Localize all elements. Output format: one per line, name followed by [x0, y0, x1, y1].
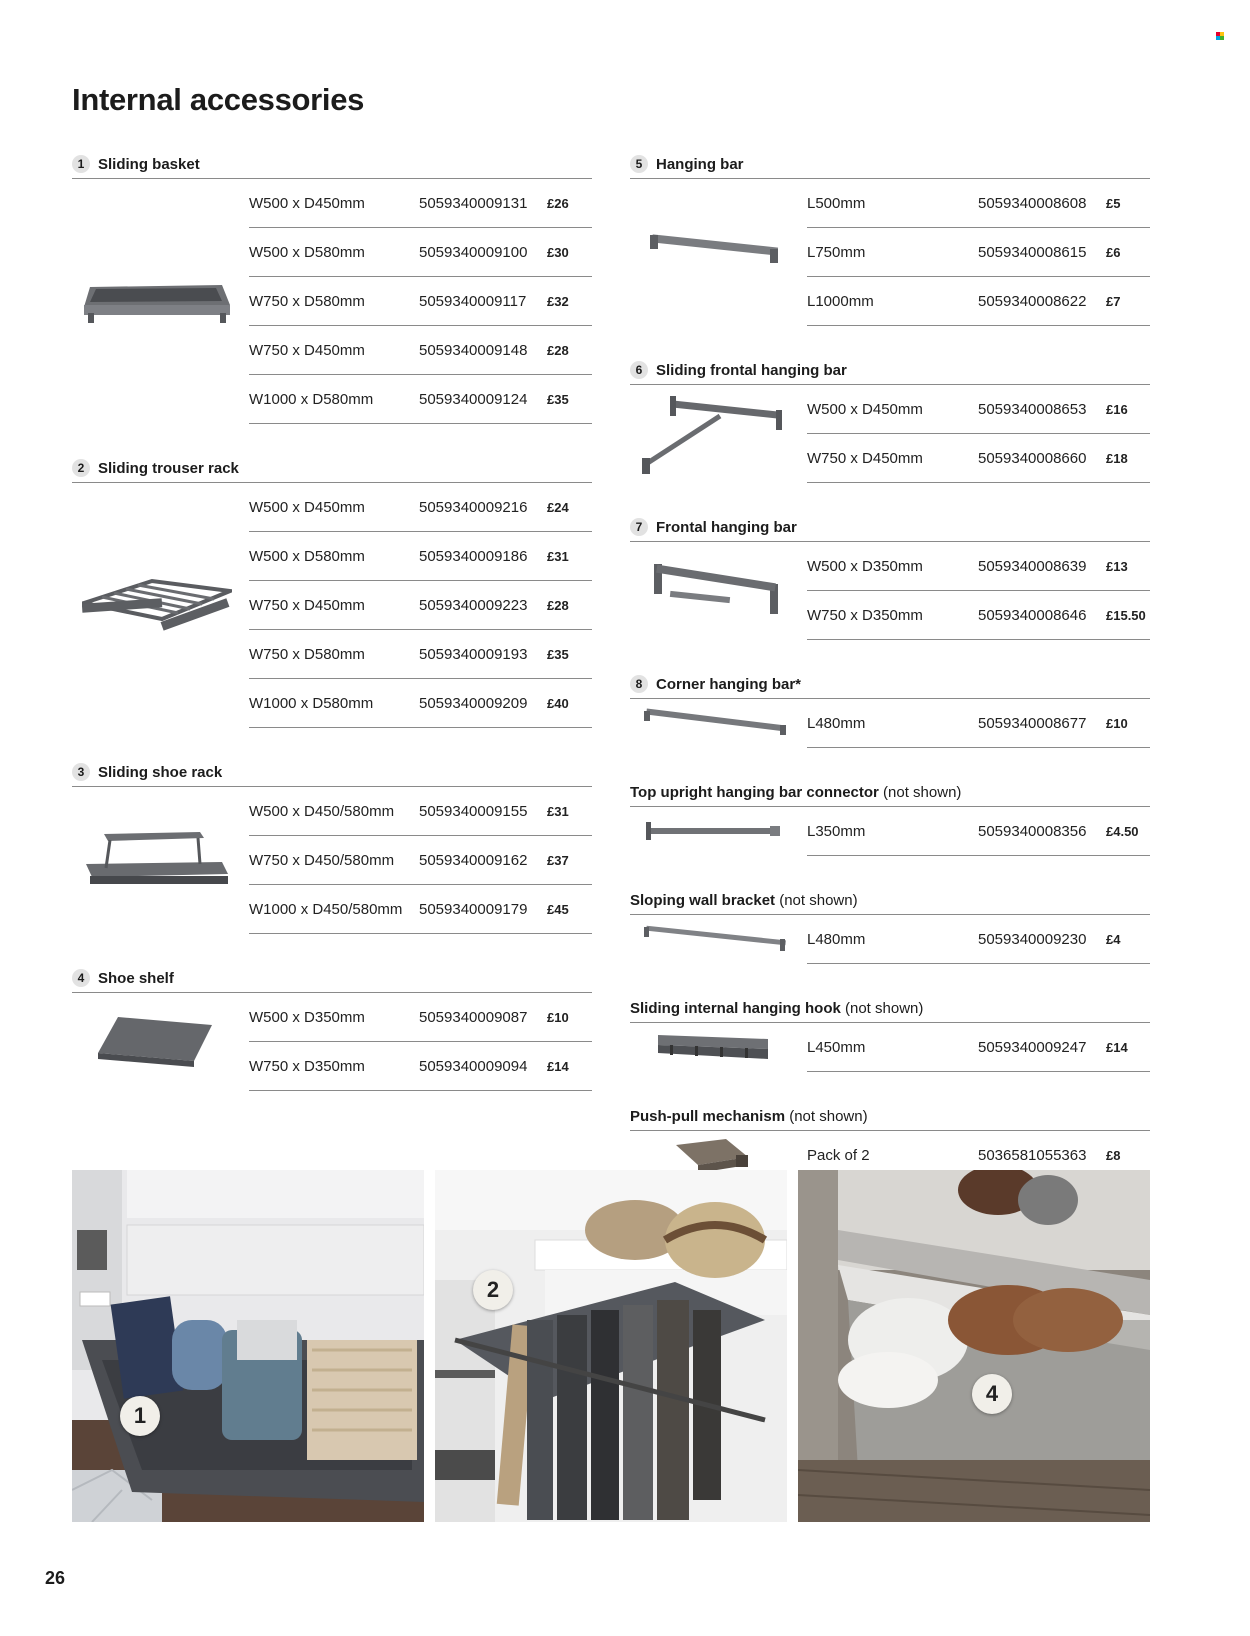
section-spacer [72, 424, 592, 454]
section-number-badge: 3 [72, 763, 90, 781]
product-price: £31 [547, 803, 569, 819]
product-row [807, 179, 1150, 228]
photo-trouser-rack [435, 1170, 787, 1522]
section-spacer [630, 640, 1150, 670]
section-spacer [630, 964, 1150, 994]
section-number-badge: 8 [630, 675, 648, 693]
section-title: Sliding basket [98, 155, 200, 173]
section-body [630, 699, 1150, 748]
product-code: 5059340009124 [419, 390, 528, 408]
section-header [630, 513, 1150, 542]
product-size: L1000mm [807, 292, 874, 310]
section-title-wrap [630, 1108, 868, 1125]
section-header [72, 758, 592, 787]
product-price: £28 [547, 597, 569, 613]
product-row [249, 532, 592, 581]
section-body [72, 993, 592, 1091]
product-code: 5059340009223 [419, 596, 528, 614]
product-row [249, 277, 592, 326]
section-header [630, 994, 1150, 1023]
product-code: 5059340008615 [978, 243, 1087, 261]
section-title: Frontal hanging bar [656, 518, 797, 536]
product-price: £14 [547, 1058, 569, 1074]
product-row [807, 434, 1150, 483]
product-size: Pack of 2 [807, 1146, 870, 1164]
product-price: £16 [1106, 401, 1128, 417]
product-code: 5059340009155 [419, 802, 528, 820]
product-code: 5059340009186 [419, 547, 528, 565]
section-header [630, 356, 1150, 385]
product-code: 5059340008639 [978, 557, 1087, 575]
left-product-column [72, 150, 592, 1121]
product-code: 5059340009193 [419, 645, 528, 663]
product-section-hanging-bar [630, 150, 1150, 356]
product-price: £15.50 [1106, 607, 1146, 623]
section-title-wrap [630, 1000, 923, 1017]
section-title: Hanging bar [656, 155, 744, 173]
section-body [630, 542, 1150, 640]
product-row [807, 915, 1150, 964]
section-number-badge: 6 [630, 361, 648, 379]
section-body [630, 385, 1150, 483]
section-header [72, 964, 592, 993]
lifestyle-photos [72, 1170, 1150, 1522]
product-price: £13 [1106, 558, 1128, 574]
section-spacer [630, 326, 1150, 356]
section-body [72, 179, 592, 424]
section-number-badge: 7 [630, 518, 648, 536]
section-spacer [630, 1072, 1150, 1102]
product-code: 5059340009100 [419, 243, 528, 261]
product-code: 5059340009131 [419, 194, 528, 212]
product-section-frontal-bar [630, 513, 1150, 670]
section-number-badge: 5 [630, 155, 648, 173]
product-size: L750mm [807, 243, 866, 261]
product-size: W750 x D350mm [807, 606, 923, 624]
product-price: £45 [547, 901, 569, 917]
section-title: Sliding internal hanging hook [630, 999, 841, 1017]
corner-bar-product-image [630, 699, 800, 747]
section-title: Top upright hanging bar connector [630, 783, 879, 801]
section-number-badge: 2 [72, 459, 90, 477]
hanging-bar-product-image [630, 179, 800, 323]
product-size: L480mm [807, 714, 866, 732]
shoe-rack-product-image [72, 787, 242, 931]
product-row [249, 228, 592, 277]
product-section-connector [630, 778, 1150, 886]
product-price: £14 [1106, 1039, 1128, 1055]
shoe-shelf-product-image [72, 993, 242, 1089]
section-note: (not shown) [840, 999, 924, 1017]
product-price: £10 [547, 1009, 569, 1025]
product-row [249, 630, 592, 679]
section-spacer [72, 934, 592, 964]
section-header [630, 886, 1150, 915]
section-body [630, 179, 1150, 326]
section-header [630, 150, 1150, 179]
product-section-sliding-basket [72, 150, 592, 454]
section-title: Sliding trouser rack [98, 459, 239, 477]
product-row [807, 542, 1150, 591]
section-title: Sliding shoe rack [98, 763, 223, 781]
product-row [807, 699, 1150, 748]
product-row [249, 179, 592, 228]
product-size: W750 x D350mm [249, 1057, 365, 1075]
product-section-trouser-rack [72, 454, 592, 758]
product-size: W750 x D580mm [249, 292, 365, 310]
product-price: £4.50 [1106, 823, 1139, 839]
product-code: 5059340009162 [419, 851, 528, 869]
product-size: W500 x D350mm [249, 1008, 365, 1026]
product-code: 5059340009247 [978, 1038, 1087, 1056]
section-header [630, 1102, 1150, 1131]
section-title: Shoe shelf [98, 969, 174, 987]
brand-logo-icon [1216, 32, 1224, 40]
product-size: W750 x D450mm [249, 596, 365, 614]
product-size: W500 x D450mm [249, 194, 365, 212]
sloping-bracket-product-image [630, 915, 800, 963]
product-price: £35 [547, 391, 569, 407]
product-size: W750 x D580mm [249, 645, 365, 663]
product-price: £32 [547, 293, 569, 309]
connector-product-image [630, 807, 800, 855]
product-row [249, 326, 592, 375]
product-size: L500mm [807, 194, 866, 212]
product-price: £7 [1106, 293, 1121, 309]
product-row [807, 591, 1150, 640]
section-spacer [630, 483, 1150, 513]
section-note: (not shown) [775, 891, 858, 909]
product-code: 5059340008660 [978, 449, 1087, 467]
product-section-corner-bar [630, 670, 1150, 778]
product-size: W500 x D350mm [807, 557, 923, 575]
product-size: W750 x D450/580mm [249, 851, 395, 869]
product-row [807, 228, 1150, 277]
section-title: Sliding frontal hanging bar [656, 361, 847, 379]
section-number-badge: 1 [72, 155, 90, 173]
product-row [249, 1042, 592, 1091]
product-size: W1000 x D450/580mm [249, 900, 403, 918]
product-price: £5 [1106, 195, 1121, 211]
product-size: L480mm [807, 930, 866, 948]
trouser-rack-product-image [72, 483, 242, 723]
section-title-wrap [630, 784, 961, 801]
photo-sliding-basket [72, 1170, 424, 1522]
product-row [249, 679, 592, 728]
product-row [807, 277, 1150, 326]
product-price: £35 [547, 646, 569, 662]
section-header [630, 778, 1150, 807]
product-row [249, 993, 592, 1042]
product-price: £31 [547, 548, 569, 564]
product-code: 5059340008622 [978, 292, 1087, 310]
product-size: W750 x D450mm [249, 341, 365, 359]
product-size: W500 x D580mm [249, 243, 365, 261]
product-price: £28 [547, 342, 569, 358]
product-price: £18 [1106, 450, 1128, 466]
section-spacer [72, 728, 592, 758]
product-price: £40 [547, 695, 569, 711]
product-row [807, 807, 1150, 856]
photo-badge-2: 2 [473, 1270, 513, 1310]
product-code: 5059340009094 [419, 1057, 528, 1075]
product-code: 5036581055363 [978, 1146, 1087, 1164]
section-number-badge: 4 [72, 969, 90, 987]
section-note: (not shown) [878, 783, 962, 801]
page-title: Internal accessories [72, 82, 365, 117]
product-size: W500 x D580mm [249, 547, 365, 565]
product-code: 5059340009230 [978, 930, 1087, 948]
product-price: £37 [547, 852, 569, 868]
section-header [72, 454, 592, 483]
section-title-wrap [630, 892, 858, 909]
photo-badge-4: 4 [972, 1374, 1012, 1414]
product-section-sliding-frontal-bar [630, 356, 1150, 513]
product-size: W750 x D450mm [807, 449, 923, 467]
product-code: 5059340008646 [978, 606, 1087, 624]
section-spacer [72, 1091, 592, 1121]
product-row [249, 885, 592, 934]
section-title: Push-pull mechanism [630, 1107, 786, 1125]
section-body [630, 915, 1150, 964]
photo-badge-1: 1 [120, 1396, 160, 1436]
product-size: L350mm [807, 822, 866, 840]
section-header [72, 150, 592, 179]
product-row [249, 581, 592, 630]
section-title: Sloping wall bracket [630, 891, 776, 909]
product-price: £30 [547, 244, 569, 260]
product-price: £4 [1106, 931, 1121, 947]
product-row [249, 836, 592, 885]
product-size: W500 x D450mm [249, 498, 365, 516]
section-note: (not shown) [785, 1107, 868, 1125]
product-row [807, 1023, 1150, 1072]
right-product-column [630, 150, 1150, 1210]
product-size: W500 x D450mm [807, 400, 923, 418]
product-code: 5059340009209 [419, 694, 528, 712]
product-size: W500 x D450/580mm [249, 802, 395, 820]
section-spacer [630, 856, 1150, 886]
product-price: £24 [547, 499, 569, 515]
product-size: W1000 x D580mm [249, 694, 374, 712]
product-code: 5059340008608 [978, 194, 1087, 212]
section-title: Corner hanging bar* [656, 675, 802, 693]
product-row [807, 385, 1150, 434]
product-section-shoe-rack [72, 758, 592, 964]
product-code: 5059340009216 [419, 498, 528, 516]
sliding-basket-product-image [72, 179, 242, 419]
product-row [249, 787, 592, 836]
section-body [72, 787, 592, 934]
product-section-sloping-bracket [630, 886, 1150, 994]
section-header [630, 670, 1150, 699]
sliding-frontal-bar-product-image [630, 385, 800, 481]
product-price: £6 [1106, 244, 1121, 260]
product-code: 5059340008356 [978, 822, 1087, 840]
section-body [630, 1023, 1150, 1072]
product-price: £26 [547, 195, 569, 211]
product-row [249, 483, 592, 532]
photo-shoe-rack [798, 1170, 1150, 1522]
product-row [249, 375, 592, 424]
section-spacer [630, 748, 1150, 778]
product-code: 5059340009148 [419, 341, 528, 359]
product-section-hanging-hook [630, 994, 1150, 1102]
product-code: 5059340009117 [419, 292, 527, 310]
page-number: 26 [45, 1568, 66, 1588]
section-body [72, 483, 592, 728]
hanging-hook-product-image [630, 1023, 800, 1071]
product-section-shoe-shelf [72, 964, 592, 1121]
frontal-bar-product-image [630, 542, 800, 638]
product-size: L450mm [807, 1038, 866, 1056]
product-code: 5059340008677 [978, 714, 1087, 732]
product-price: £10 [1106, 715, 1128, 731]
product-price: £8 [1106, 1147, 1121, 1163]
product-code: 5059340009087 [419, 1008, 528, 1026]
product-code: 5059340008653 [978, 400, 1087, 418]
product-code: 5059340009179 [419, 900, 528, 918]
product-size: W1000 x D580mm [249, 390, 374, 408]
section-body [630, 807, 1150, 856]
